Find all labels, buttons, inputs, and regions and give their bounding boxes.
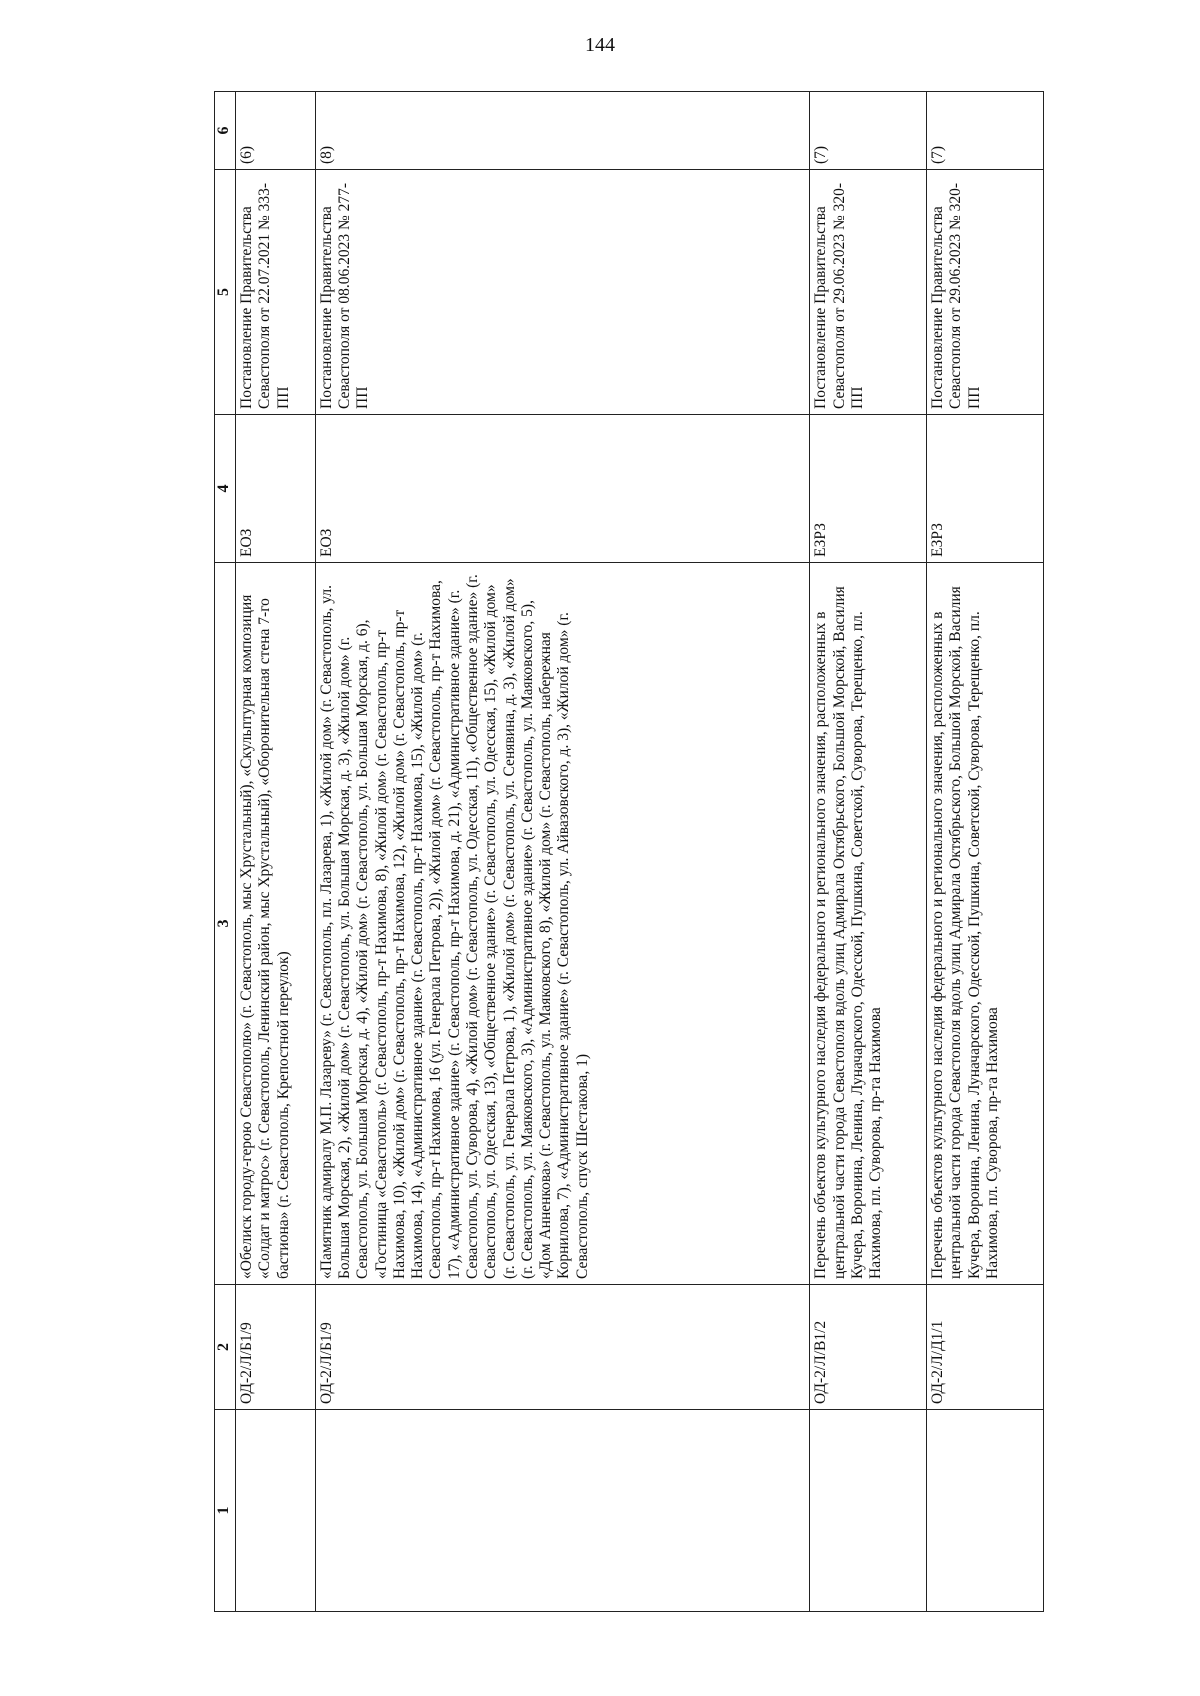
column-header: 5	[215, 170, 236, 415]
cell-zone-code: ОД-2/Л/Б1/9	[315, 1285, 810, 1410]
cell-col1	[315, 1410, 810, 1612]
table-row	[236, 92, 316, 1612]
page-number: 144	[585, 34, 615, 56]
cell-objects: Перечень объектов культурного наследия федерального и регионального значения, расположенных в центральной части города Севастополя вдоль улиц Адмирала Октябрьского, Большой Морской, Василия Кучера, Воронина, Ленина, Луначарского, Одесской, Пушкина, Советской, Суворова, Терещенко, пл. Нахимова, пл. Суворова, пр-та Нахимова	[810, 563, 927, 1285]
cell-note: (7)	[810, 92, 927, 170]
column-header: 2	[215, 1285, 236, 1410]
cell-regime: ЕЗРЗ	[810, 415, 927, 563]
cell-zone-code: ОД-2/Л/В1/2	[810, 1285, 927, 1410]
cell-note: (8)	[315, 92, 810, 170]
cell-zone-code: ОД-2/Л/Б1/9	[236, 1285, 316, 1410]
column-header: 3	[215, 563, 236, 1285]
zones-table	[214, 91, 1044, 1612]
table-row	[927, 92, 1044, 1612]
cell-regime: ЕЗРЗ	[927, 415, 1044, 563]
cell-objects: «Памятник адмиралу М.П. Лазареву» (г. Севастополь, пл. Лазарева, 1), «Жилой дом» (г. Севастополь, ул. Большая Морская, 2), «Жилой дом» (г. Севастополь, ул. Большая Морская, д. 3), «Жилой дом» (г. Севастополь, ул. Большая Морская, д. 4), «Жилой дом» (г. Севастополь, ул. Большая Морская, д. 6), «Гостиница «Севастополь» (г. Севастополь, пр-т Нахимова, 8), «Жилой дом» (г. Севастополь, пр-т Нахимова, 10), «Жилой дом» (г. Севастополь, пр-т Нахимова, 12), «Жилой дом» (г. Севастополь, пр-т Нахимова, 14), «Административное здание» (г. Севастополь, пр-т Нахимова, 15), «Жилой дом» (г. Севастополь, пр-т Нахимова, 16 (ул. Генерала Петрова, 2)), «Жилой дом» (г. Севастополь, пр-т Нахимова, 17), «Административное здание» (г. Севастополь, пр-т Нахимова, д. 21), «Административное здание» (г. Севастополь, ул. Суворова, 4), «Жилой дом» (г. Севастополь, ул. Одесская, 11), «Общественное здание» (г. Севастополь, ул. Одесская, 13), «Общественное здание» (г. Севастополь, ул. Одесская, 15), «Жилой дом» (г. Севастополь, ул. Генерала Петрова, 1), «Жилой дом» (г. Севастополь, ул. Сенявина, д. 3), «Жилой дом» (г. Севастополь, ул. Маяковского, 3), «Административное здание» (г. Севастополь, ул. Маяковского, 5), «Дом Анненкова» (г. Севастополь, ул. Маяковского, 8), «Жилой дом» (г. Севастополь, набережная Корнилова, 7), «Административное здание» (г. Севастополь, ул. Айвазовского, д. 3), «Жилой дом» (г. Севастополь, спуск Шестакова, 1)	[315, 563, 810, 1285]
table-row	[810, 92, 927, 1612]
cell-zone-code: ОД-2/Л/Д1/1	[927, 1285, 1044, 1410]
cell-col1	[236, 1410, 316, 1612]
cell-note: (6)	[236, 92, 316, 170]
cell-col1	[810, 1410, 927, 1612]
cell-regime: ЕОЗ	[236, 415, 316, 563]
cell-col1	[927, 1410, 1044, 1612]
table-header-row	[215, 92, 236, 1612]
cell-document: Постановление Правительства Севастополя от 22.07.2021 № 333-ПП	[236, 170, 316, 415]
cell-document: Постановление Правительства Севастополя от 29.06.2023 № 320-ПП	[927, 170, 1044, 415]
rotated-table-container	[214, 92, 1044, 1612]
cell-note: (7)	[927, 92, 1044, 170]
cell-document: Постановление Правительства Севастополя от 08.06.2023 № 277-ПП	[315, 170, 810, 415]
column-header: 4	[215, 415, 236, 563]
column-header: 6	[215, 92, 236, 170]
cell-objects: «Обелиск городу-герою Севастополю» (г. Севастополь, мыс Хрустальный), «Скульптурная композиция «Солдат и матрос» (г. Севастополь, Ленинский район, мыс Хрустальный), «Оборонительная стена 7-го бастиона» (г. Севастополь, Крепостной переулок)	[236, 563, 316, 1285]
table-row	[315, 92, 810, 1612]
column-header: 1	[215, 1410, 236, 1612]
cell-regime: ЕОЗ	[315, 415, 810, 563]
cell-objects: Перечень объектов культурного наследия федерального и регионального значения, расположенных в центральной части города Севастополя вдоль улиц Адмирала Октябрьского, Большой Морской, Василия Кучера, Воронина, Ленина, Луначарского, Одесской, Пушкина, Советской, Суворова, Терещенко, пл. Нахимова, пл. Суворова, пр-та Нахимова	[927, 563, 1044, 1285]
cell-document: Постановление Правительства Севастополя от 29.06.2023 № 320-ПП	[810, 170, 927, 415]
